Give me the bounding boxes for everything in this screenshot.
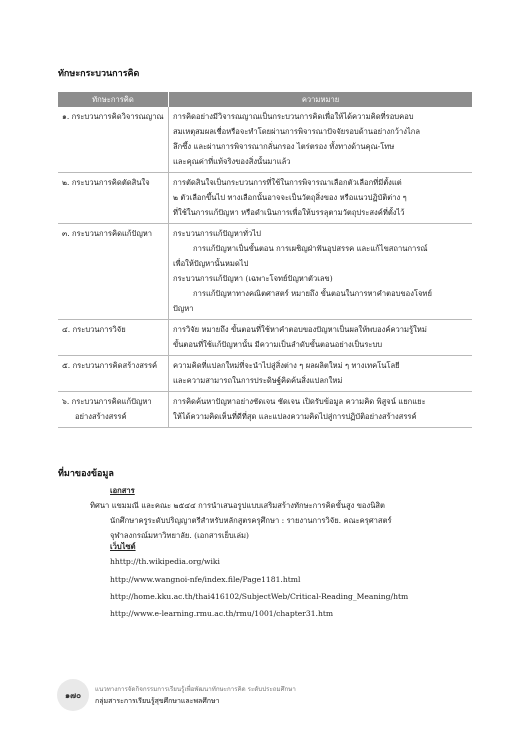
meaning-line: การแก้ปัญหาเป็นขั้นตอน การเผชิญฝ่าฟันอุปสรรค และแก้ไขสถานการณ์ [193,244,428,253]
table-row [58,224,472,320]
meaning-line: การแก้ปัญหาทางคณิตศาสตร์ หมายถึง ขั้นตอนในการหาคำตอบของโจทย์ [193,289,432,298]
skill-name-cell [58,224,169,320]
skill-name: ๒. กระบวนการคิดตัดสินใจ [62,178,150,187]
skill-name: ๑. กระบวนการคิดวิจารณญาณ [62,112,164,121]
skill-meaning-cell [169,356,473,392]
meaning-line: ความคิดที่แปลกใหม่ที่จะนำไปสู่สิ่งต่าง ๆ ผลผลิตใหม่ ๆ ทางเทคโนโลยี [173,361,400,370]
meaning-line: สมเหตุสมผลเชื่อหรือจะทำโดยผ่านการพิจารณาปัจจัยรอบด้านอย่างกว้างไกล [173,127,420,136]
skill-meaning-cell [169,107,473,173]
table-row [58,392,472,428]
page-number: ๑๗๐ [65,689,81,700]
book-reference-line: จุฬาลงกรณ์มหาวิทยาลัย. (เอกสารเย็บเล่ม) [110,531,249,540]
footer-subject-group: กลุ่มสาระการเรียนรู้สุขศึกษาและพลศึกษา [95,697,220,705]
skill-name-cell [58,320,169,356]
skill-name-cell [58,356,169,392]
meaning-line: ๒ ตัวเลือกขึ้นไป ทางเลือกนั้นอาจจะเป็นวัตถุสิ่งของ หรือแนวปฏิบัติต่าง ๆ [173,193,407,202]
skill-name: ๕. กระบวนการคิดสร้างสรรค์ [62,361,158,370]
column-header-meaning: ความหมาย [169,92,473,107]
meaning-line: กระบวนการแก้ปัญหา (เฉพาะโจทย์ปัญหาตัวเลข) [173,274,333,283]
meaning-line: ปัญหา [173,304,194,313]
meaning-line: การคิดอย่างมีวิจารณญาณเป็นกระบวนการคิดเพื่อให้ได้ความคิดที่รอบคอบ [173,112,414,121]
website-url: hhttp://th.wikipedia.org/wiki [110,557,220,566]
section-title: ทักษะกระบวนการคิด [58,69,140,79]
skill-meaning-cell [169,173,473,224]
book-reference [90,498,472,543]
website-url: http://www.e-learning.rmu.ac.th/rmu/1001/chapter31.htm [110,609,334,618]
book-reference-line: ทิศนา แขมมณี และคณะ ๒๕๔๔ การนำเสนอรูปแบบเสริมสร้างทักษะการคิดขั้นสูง ของนิสิต [90,501,385,510]
skill-name-cell [58,392,169,428]
meaning-line: และความสามารถในการประดิษฐ์คิดค้นสิ่งแปลกใหม่ [173,376,343,385]
meaning-line: การคิดค้นหาปัญหาอย่างชัดเจน ชัดเจน เปิดรับข้อมูล ความคิด พิสูจน์ แยกแยะ [173,397,426,406]
skill-name: อย่างสร้างสรรค์ [75,412,127,421]
meaning-line: การวิจัย หมายถึง ขั้นตอนที่ใช้หาคำตอบของปัญหาเป็นผลให้พบองค์ความรู้ใหม่ [173,325,427,334]
column-header-skill: ทักษะการคิด [58,92,169,107]
skill-name: ๓. กระบวนการคิดแก้ปัญหา [62,229,153,238]
footer-book-title: แนวทางการจัดกิจกรรมการเรียนรู้เพื่อพัฒนาทักษะการคิด ระดับประถมศึกษา [95,686,296,693]
skill-meaning-cell [169,320,473,356]
skill-meaning-cell [169,392,473,428]
skill-name-cell [58,107,169,173]
meaning-line: ขั้นตอนที่ใช้แก้ปัญหานั้น มีความเป็นลำดับขั้นตอนอย่างเป็นระบบ [173,340,383,349]
meaning-line: ที่ใช้ในการแก้ปัญหา หรือดำเนินการเพื่อให้บรรลุตามวัตถุประสงค์ที่ตั้งไว้ [173,208,405,217]
skill-name: ๖. กระบวนการคิดแก้ปัญหา [62,397,152,406]
page-number-badge [57,679,89,711]
skill-name-cell [58,173,169,224]
sources-title: ที่มาของข้อมูล [58,469,114,479]
skills-table [58,92,472,428]
table-row [58,107,472,173]
website-url: http://home.kku.ac.th/thai416102/SubjectWeb/Critical-Reading_Meaning/htm [110,592,409,601]
meaning-line: ลึกซึ้ง และผ่านการพิจารณากลั่นกรอง ไตร่ตรอง ทั้งทางด้านคุณ-โทษ [173,142,395,151]
meaning-line: และคุณค่าที่แท้จริงของสิ่งนั้นมาแล้ว [173,157,291,166]
book-reference-line: นักศึกษาครูระดับปริญญาตรีสำหรับหลักสูตรครุศึกษา : รายงานการวิจัย. คณะครุศาสตร์ [110,516,392,525]
meaning-line: เพื่อให้ปัญหานั้นหมดไป [173,259,249,268]
books-heading: เอกสาร [110,486,135,495]
skill-meaning-cell [169,224,473,320]
skill-name: ๔. กระบวนการวิจัย [62,325,126,334]
table-row [58,173,472,224]
table-row [58,320,472,356]
websites-heading: เว็บไซต์ [110,542,136,551]
meaning-line: การตัดสินใจเป็นกระบวนการที่ใช้ในการพิจารณาเลือกตัวเลือกที่มีตั้งแต่ [173,178,402,187]
table-row [58,356,472,392]
meaning-line: ให้ได้ความคิดเห็นที่ดีที่สุด และแปลงความคิดไปสู่การปฏิบัติอย่างสร้างสรรค์ [173,412,417,421]
website-url: http://www.wangnoi-nfe/index.file/Page1181.html [110,575,301,584]
table-header-row [58,92,472,107]
meaning-line: กระบวนการแก้ปัญหาทั่วไป [173,229,261,238]
